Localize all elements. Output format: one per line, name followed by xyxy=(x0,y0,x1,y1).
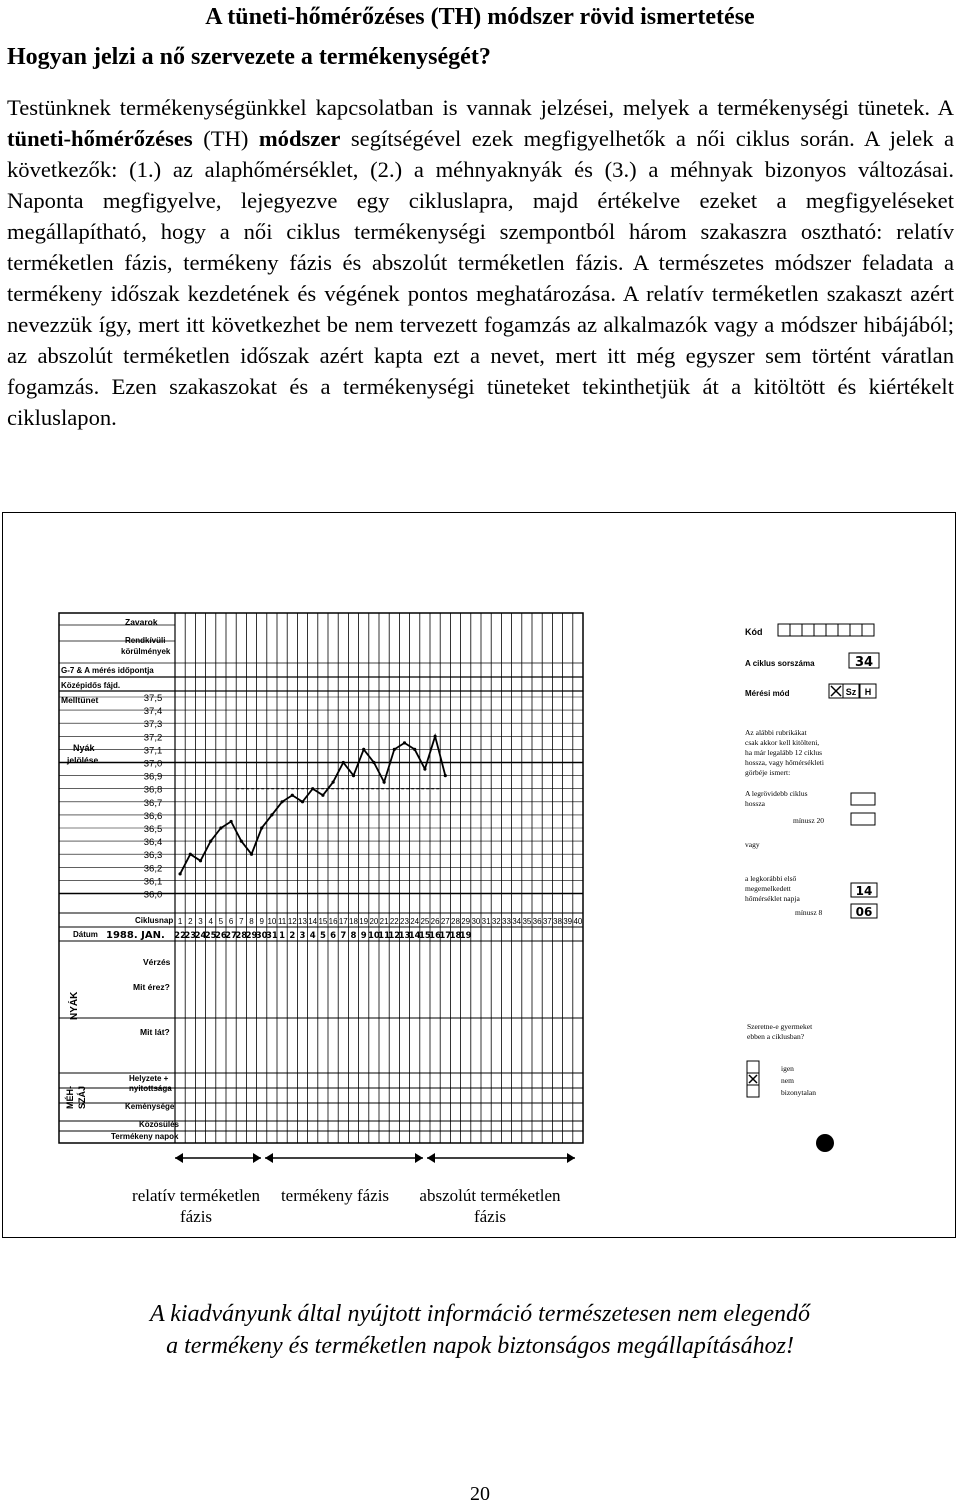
label-nyak-jelolese: jelölése xyxy=(67,755,99,765)
ciklusnap-number: 36 xyxy=(532,917,542,926)
label-kemenysege: Keménysége xyxy=(125,1102,175,1111)
ciklusnap-number: 2 xyxy=(188,917,193,926)
temp-label: 36,9 xyxy=(143,771,163,783)
date-value: 7 xyxy=(340,931,347,941)
date-value: 10 xyxy=(367,931,380,941)
phase-label-absolute: abszolút terméketlen fázis xyxy=(419,1186,561,1226)
date-value: 16 xyxy=(429,931,442,941)
temperature-point xyxy=(383,781,386,784)
legkorabbi-line: megemelkedett xyxy=(745,884,791,893)
label-kozosules: Közösülés xyxy=(139,1120,180,1129)
ciklusnap-number: 8 xyxy=(249,917,254,926)
ciklusnap-number: 37 xyxy=(542,917,552,926)
ciklusnap-number: 11 xyxy=(277,917,287,926)
cycle-chart-figure xyxy=(2,512,956,1238)
date-value: 19 xyxy=(459,931,472,941)
section-subtitle: Hogyan jelzi a nő szervezete a termékenységét? xyxy=(7,44,491,70)
legrovidebb-box xyxy=(851,793,875,805)
igen: igen xyxy=(781,1064,794,1073)
ciklusnap-number: 20 xyxy=(369,917,379,926)
label-szaj: SZÁJ xyxy=(77,1085,87,1109)
date-value: 26 xyxy=(214,931,227,941)
ciklusnap-number: 4 xyxy=(208,917,213,926)
ciklusnap-number: 29 xyxy=(461,917,471,926)
temp-label: 37,1 xyxy=(143,745,163,757)
vagy: vagy xyxy=(745,840,760,849)
temperature-point xyxy=(372,761,375,764)
ciklusnap-number: 31 xyxy=(481,917,491,926)
date-value: 14 xyxy=(408,931,421,941)
label-termekeny-napok: Termékeny napok xyxy=(111,1132,179,1141)
legrovidebb-line2: hossza xyxy=(745,799,765,808)
date-value: 29 xyxy=(245,931,258,941)
date-value: 5 xyxy=(319,931,326,941)
label-mit-lat: Mit lát? xyxy=(140,1027,170,1037)
ciklusnap-number: 25 xyxy=(420,917,430,926)
label-meresi-mod: Mérési mód xyxy=(745,689,790,698)
kod-box xyxy=(862,624,874,636)
temperature-point xyxy=(352,774,355,777)
bizonytalan: bizonytalan xyxy=(781,1088,816,1097)
ciklusnap-number: 17 xyxy=(338,917,348,926)
rubrika-line: csak akkor kell kitölteni, xyxy=(745,738,820,747)
label-verzes: Vérzés xyxy=(143,957,171,967)
label-zavarok: Zavarok xyxy=(125,617,158,627)
legkorabbi-value: 14 xyxy=(855,884,873,898)
rubrika-line: Az alábbi rubrikákat xyxy=(745,728,807,737)
ciklus-value: 34 xyxy=(854,655,874,670)
logo-circle xyxy=(816,1134,834,1152)
minusz20-box xyxy=(851,813,875,825)
ciklusnap-number: 39 xyxy=(563,917,573,926)
label-nyak: Nyák xyxy=(73,743,95,753)
arrow-head-left xyxy=(175,1153,183,1163)
bizonytalan-box xyxy=(747,1085,759,1097)
arrow-head-right xyxy=(567,1153,575,1163)
label-rendkivuli: Rendkívüli xyxy=(125,636,166,645)
label-kozepido: Középidős fájd. xyxy=(61,681,121,690)
label-korulmenyek: körülmények xyxy=(121,647,171,656)
date-value: 1 xyxy=(279,931,286,941)
temp-label: 37,4 xyxy=(143,706,163,718)
arrow-head-left xyxy=(427,1153,435,1163)
ciklusnap-number: 28 xyxy=(451,917,460,926)
label-nyak-vertical: NYÁK xyxy=(69,991,80,1020)
date-value: 6 xyxy=(330,931,337,941)
kod-box xyxy=(778,624,790,636)
temp-label: 37,0 xyxy=(143,758,163,770)
date-value: 12 xyxy=(388,931,401,941)
kod-box xyxy=(814,624,826,636)
ciklusnap-number: 19 xyxy=(359,917,369,926)
date-value: 30 xyxy=(255,931,268,941)
paragraph-text-3: segítségével ezek megfigyelhetők a női ciklus során. A jelek a következők: (1.) az alaphőmérséklet, (2.) a méhnyaknyák és (3.) a méhnyak bizonyos változásai. Naponta megfigyelve, lejegyezve egy cikluslapra, majd értékelve ezeket a megfigyeléseket megállapítható, hogy a női ciklus termékenységi szempontból három szakaszra osztható: relatív terméketlen fázis, termékeny fázis és abszolút terméketlen fázis. A természetes módszer feladata a termékeny időszak kezdetének és végének pontos meghatározása. A relatív terméketlen szakaszt azért nevezzük így, mert itt következhet be nem tervezett fogamzás az alkalmazók vagy a módszer hibájából; az abszolút terméketlen időszak azért kapta ezt a nevet, mert itt még egyszer sem történt váratlan fogamzás. Ezen szakaszokat és a termékenységi tüneteket tekinthetjük át a kitöltött és kiértékelt cikluslapon. xyxy=(7,126,954,430)
temperature-point xyxy=(250,853,253,856)
date-value: 24 xyxy=(194,931,207,941)
temp-label: 36,7 xyxy=(143,797,163,809)
temperature-point xyxy=(301,800,304,803)
temp-label: 37,3 xyxy=(143,719,163,731)
temperature-point xyxy=(189,853,192,856)
temperature-point xyxy=(260,826,263,829)
temperature-point xyxy=(332,781,335,784)
temperature-point xyxy=(240,840,243,843)
ciklusnap-number: 22 xyxy=(389,917,399,926)
temperature-point xyxy=(291,794,294,797)
label-ciklusnap: Ciklusnap xyxy=(135,916,174,925)
temperature-point xyxy=(413,748,416,751)
ciklusnap-number: 9 xyxy=(259,917,264,926)
ciklusnap-number: 6 xyxy=(228,917,234,926)
date-value: 15 xyxy=(418,931,431,941)
temperature-point xyxy=(199,859,202,862)
ciklusnap-number: 13 xyxy=(298,917,307,926)
cycle-chart-sheet xyxy=(3,513,955,1237)
paragraph-bold-modszer: módszer xyxy=(258,126,341,151)
date-value: 23 xyxy=(184,931,197,941)
label-melltunet: Melltünet xyxy=(61,695,99,705)
phase-arrows xyxy=(175,1153,575,1163)
label-ciklus-sorszama: A ciklus sorszáma xyxy=(745,659,815,668)
paragraph-bold-th: tüneti-hőmérőzéses xyxy=(7,126,193,151)
label-datum-value: 1988. JAN. xyxy=(106,930,165,941)
ciklusnap-number: 33 xyxy=(502,917,511,926)
temperature-point xyxy=(230,820,233,823)
szeretne-line2: ebben a ciklusban? xyxy=(747,1032,805,1041)
page-number: 20 xyxy=(470,1483,490,1505)
rubrika-line: görbéje ismert: xyxy=(745,768,791,777)
paragraph-text-1: Testünknek termékenységünkkel kapcsolatban is vannak jelzései, melyek a termékenységi tünetek. A xyxy=(7,95,954,120)
ciklusnap-number: 40 xyxy=(573,917,583,926)
temp-label: 36,0 xyxy=(143,889,163,901)
date-value: 13 xyxy=(398,931,411,941)
date-value: 22 xyxy=(174,931,187,941)
date-value: 11 xyxy=(378,931,391,941)
ciklusnap-number: 27 xyxy=(440,917,450,926)
temperature-line xyxy=(180,736,445,874)
kod-box xyxy=(850,624,862,636)
ciklusnap-number: 5 xyxy=(218,917,224,926)
ciklusnap-number: 15 xyxy=(318,917,328,926)
date-value: 31 xyxy=(265,931,278,941)
temp-label: 36,8 xyxy=(143,784,163,796)
temperature-point xyxy=(423,767,426,770)
ciklusnap-number: 38 xyxy=(553,917,562,926)
temperature-point xyxy=(342,761,345,764)
ciklusnap-number: 32 xyxy=(491,917,501,926)
temp-label: 36,5 xyxy=(143,824,163,835)
date-value: 4 xyxy=(309,931,316,941)
temperature-point xyxy=(434,735,437,738)
temperature-point xyxy=(444,774,447,777)
label-helyzete: Helyzete + xyxy=(129,1074,169,1083)
paragraph-text-2: (TH) xyxy=(192,126,259,151)
ciklusnap-number: 30 xyxy=(471,917,481,926)
meresi-opt-h: H xyxy=(864,687,872,697)
date-value: 2 xyxy=(289,931,296,941)
date-value: 27 xyxy=(225,931,238,941)
sheet-frame xyxy=(59,613,583,1143)
date-value: 17 xyxy=(439,931,452,941)
chart-grid xyxy=(59,613,583,1143)
temp-label: 37,5 xyxy=(143,693,163,704)
row-labels xyxy=(61,617,583,1141)
ciklusnap-number: 16 xyxy=(328,917,338,926)
ciklusnap-number: 1 xyxy=(177,917,183,926)
caption-line-2: a termékeny és terméketlen napok biztonságos megállapításához! xyxy=(166,1333,794,1359)
ciklusnap-number: 34 xyxy=(512,917,522,926)
ciklusnap-number: 35 xyxy=(522,917,532,926)
kod-box xyxy=(802,624,814,636)
temperature-point xyxy=(362,748,365,751)
label-mit-erez: Mit érez? xyxy=(133,982,170,992)
caption xyxy=(0,1298,960,1362)
minusz20: mínusz 20 xyxy=(793,816,825,825)
ciklusnap-number: 10 xyxy=(267,917,277,926)
legkorabbi-line: a legkorábbi első xyxy=(745,874,797,883)
kod-box xyxy=(826,624,838,636)
ciklusnap-number: 26 xyxy=(430,917,440,926)
label-kod: Kód xyxy=(745,627,763,637)
szeretne-line1: Szeretne-e gyermeket xyxy=(747,1022,813,1031)
temp-label: 37,2 xyxy=(143,732,163,744)
ciklusnap-number: 14 xyxy=(308,917,318,926)
ciklusnap-number: 24 xyxy=(410,917,420,926)
rubrika-line: ha már legalább 12 ciklus xyxy=(745,748,823,757)
temperature-point xyxy=(403,741,406,744)
right-panel xyxy=(745,624,879,1152)
caption-line-1: A kiadványunk által nyújtott információ természetesen nem elegendő xyxy=(149,1301,811,1327)
minusz8: mínusz 8 xyxy=(795,908,823,917)
ciklusnap-number: 7 xyxy=(239,917,244,926)
rubrika-line: hossza, vagy hőmérsékleti xyxy=(745,758,824,767)
date-value: 9 xyxy=(360,931,367,941)
phase-label-fertile: termékeny fázis xyxy=(280,1186,390,1205)
temperature-point xyxy=(270,813,273,816)
ciklusnap-number: 21 xyxy=(379,917,389,926)
legrovidebb-line1: A legrövidebb ciklus xyxy=(745,789,808,798)
temp-label: 36,1 xyxy=(143,876,163,888)
ciklusnap-number: 18 xyxy=(349,917,358,926)
label-meh: MÉH- xyxy=(65,1086,75,1109)
arrow-head-right xyxy=(253,1153,261,1163)
arrow-head-left xyxy=(265,1153,273,1163)
label-datum: Dátum xyxy=(73,930,98,939)
temperature-point xyxy=(393,748,396,751)
date-value: 3 xyxy=(299,931,306,941)
temp-label: 36,2 xyxy=(143,863,163,875)
temp-label: 36,6 xyxy=(143,810,163,822)
meresi-x-icon xyxy=(831,686,841,696)
date-value: 8 xyxy=(350,931,357,941)
kod-box xyxy=(790,624,802,636)
label-meres: G-7 & A mérés időpontja xyxy=(61,666,154,675)
date-value: 28 xyxy=(235,931,248,941)
ciklusnap-number: 3 xyxy=(198,917,203,926)
page-title: A tüneti-hőmérőzéses (TH) módszer rövid ismertetése xyxy=(205,4,755,30)
temperature-point xyxy=(209,840,212,843)
temp-label: 36,3 xyxy=(143,850,163,862)
kod-box xyxy=(838,624,850,636)
meresi-opt-sz: Sz xyxy=(845,687,857,697)
temp-label: 36,4 xyxy=(143,837,163,849)
date-value: 25 xyxy=(204,931,217,941)
label-nyitottsaga: nyitottsága xyxy=(129,1084,172,1093)
igen-box xyxy=(747,1061,759,1073)
nem: nem xyxy=(781,1076,794,1085)
legkorabbi-line: hőmérséklet napja xyxy=(745,894,800,903)
minusz8-value: 06 xyxy=(855,905,873,919)
temperature-point xyxy=(219,826,222,829)
arrow-head-right xyxy=(415,1153,423,1163)
temperature-point xyxy=(179,872,182,875)
nem-x-icon xyxy=(749,1075,757,1083)
ciklusnap-number: 12 xyxy=(287,917,297,926)
phase-label-relative: relatív terméketlen fázis xyxy=(132,1186,260,1226)
body-paragraph xyxy=(7,92,954,433)
temperature-point xyxy=(281,800,284,803)
temperature-point xyxy=(321,794,324,797)
ciklusnap-number: 23 xyxy=(400,917,409,926)
date-value: 18 xyxy=(449,931,462,941)
